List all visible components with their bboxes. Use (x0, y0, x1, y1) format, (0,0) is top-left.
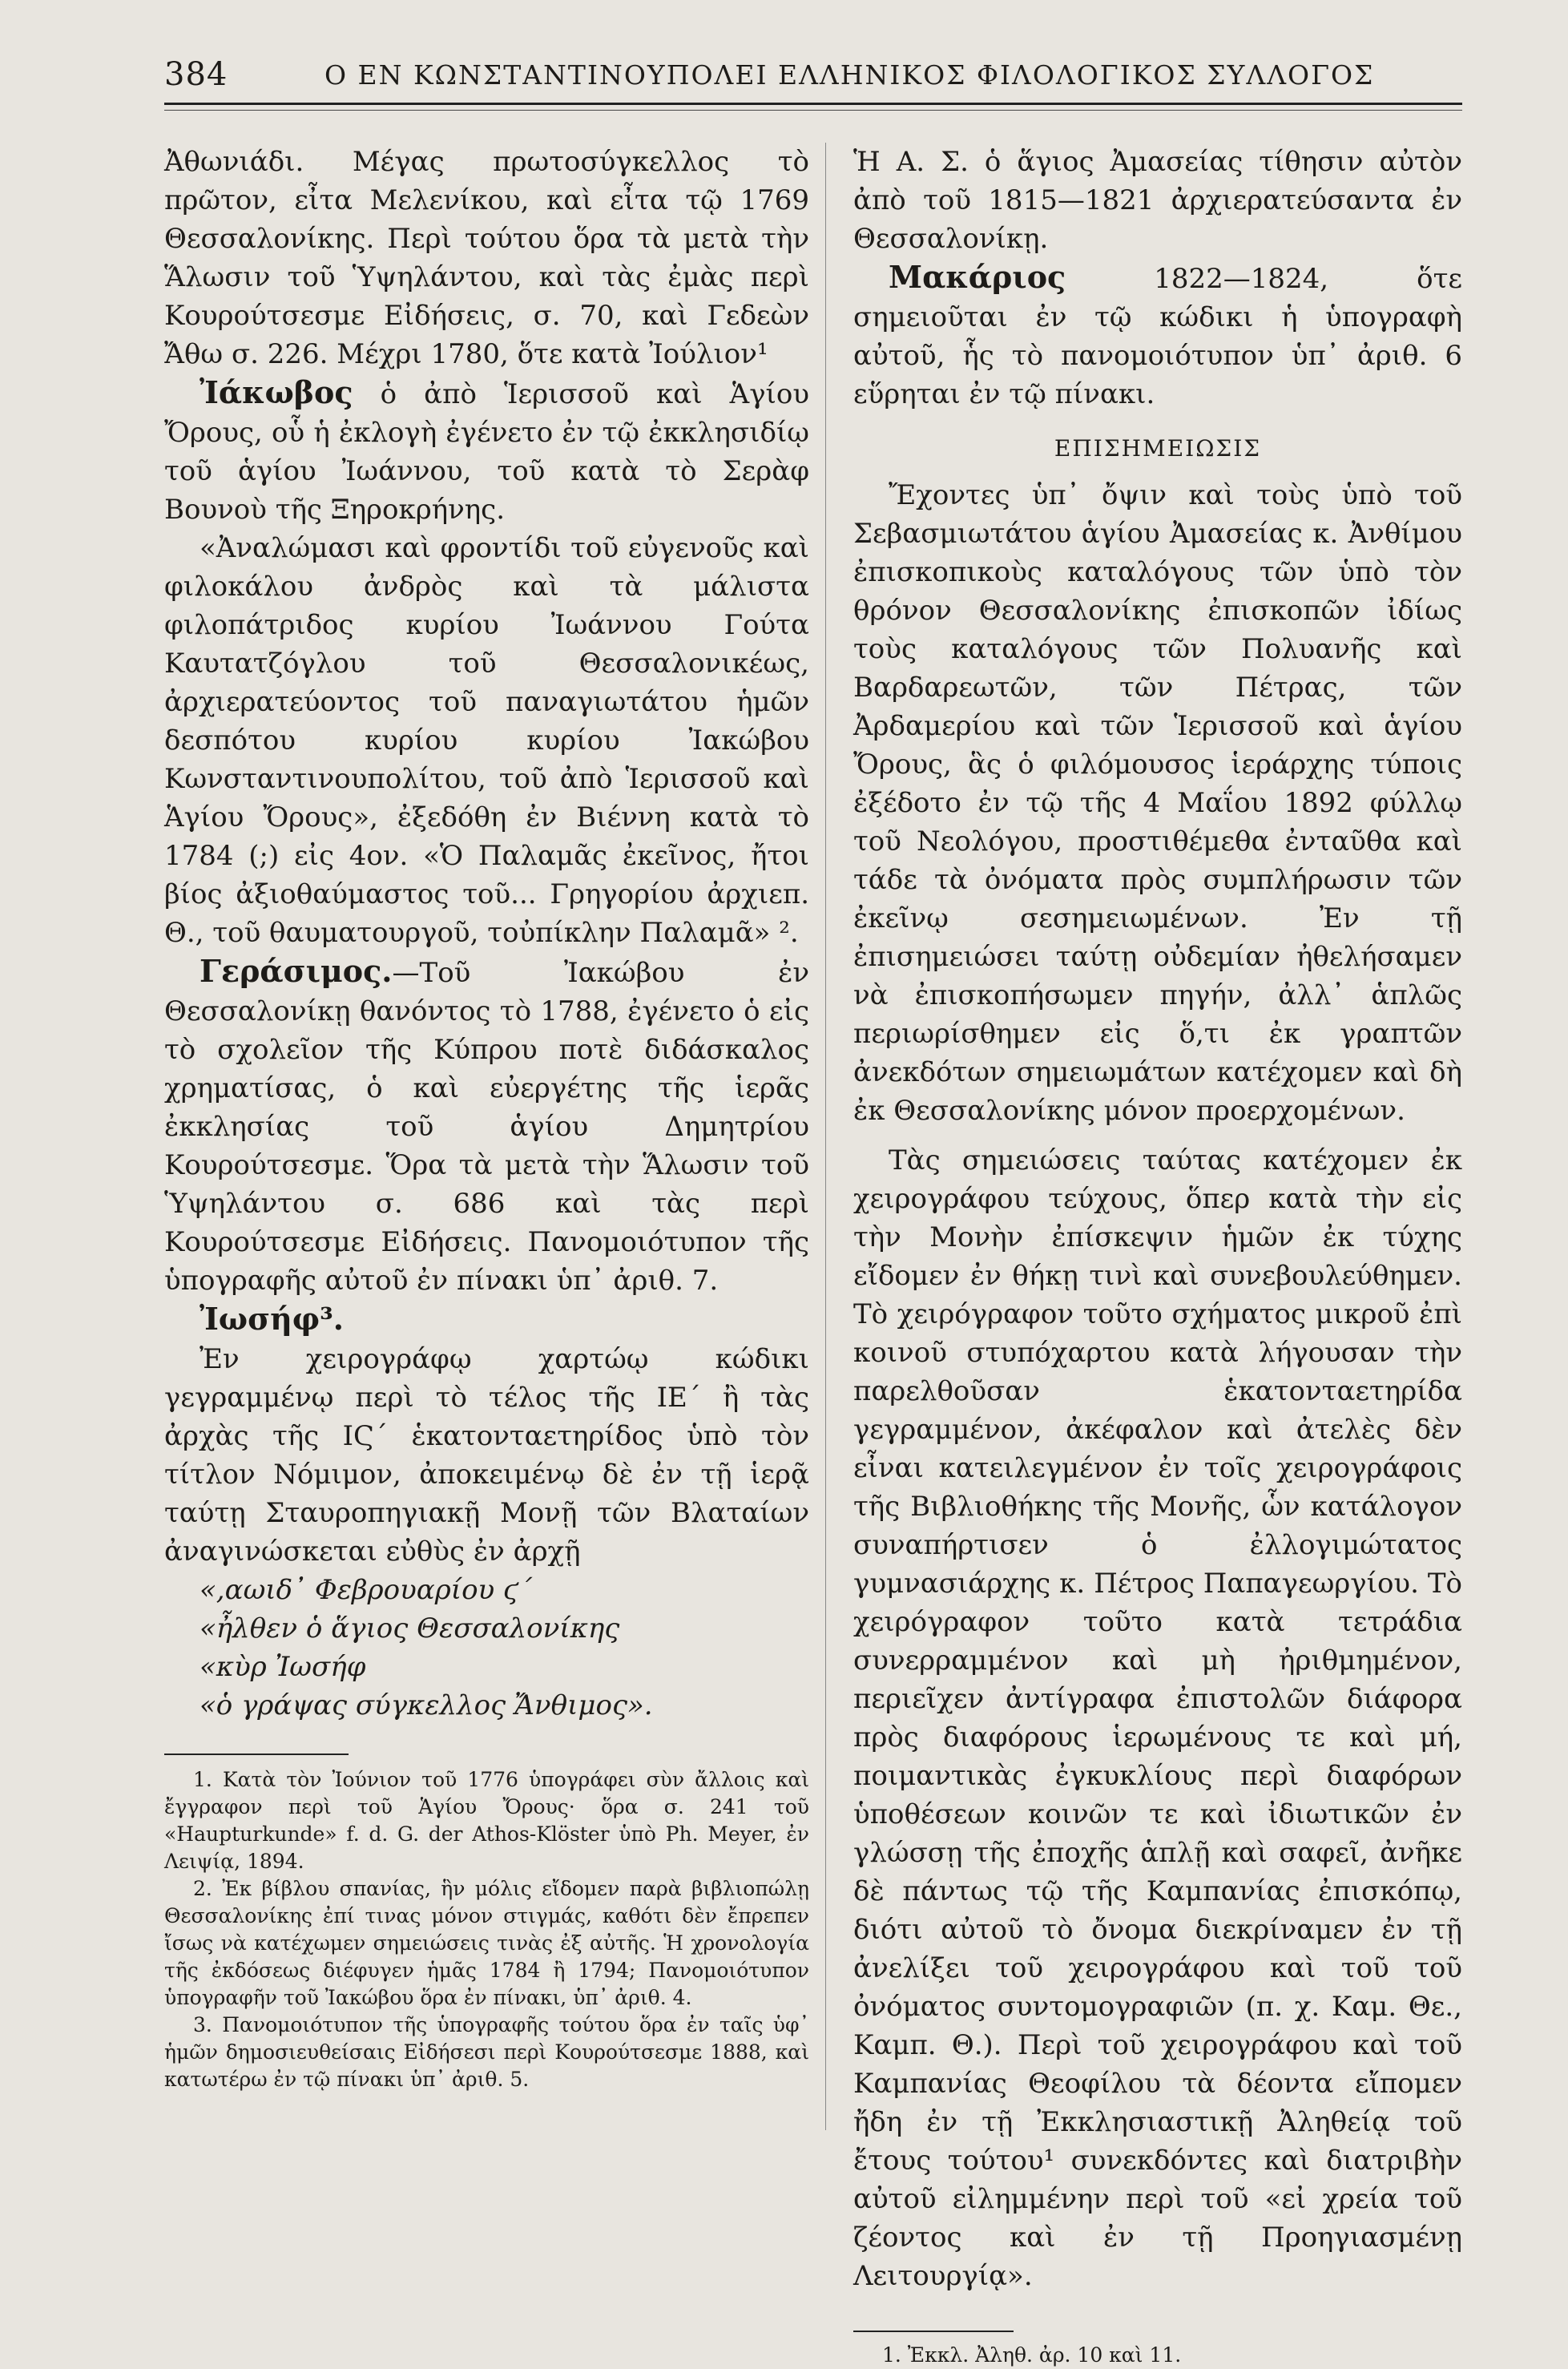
section-title: ΕΠΙΣΗΜΕΙΩΣΙΣ (1054, 435, 1262, 462)
footnote-1: 1. Κατὰ τὸν Ἰούνιον τοῦ 1776 ὑπογράφει σὺν ἄλλοις καὶ ἔγγραφον περὶ τοῦ Ἁγίου Ὄρους· ὅρα σ. 241 τοῦ «Haupturkunde» f. d. G. der Athos-Klöster ὑπὸ Ph. Meyer, ἐν Λειψίᾳ, 1894. (164, 1768, 809, 1873)
paragraph-spacer (853, 1130, 1462, 1141)
page-header (164, 50, 1462, 98)
quote-line-2: «ἦλθεν ὁ ἅγιος Θεσσαλονίκης (200, 1612, 620, 1645)
footnote-2: 2. Ἐκ βίβλου σπανίας, ἣν μόλις εἴδομεν παρὰ βιβλιοπώλῃ Θεσσαλονίκης ἐπί τινας μόνον στιγμάς, καθότι δὲν ἔπρεπεν ἴσως νὰ κατέχωμεν σημειώσεις τινὰς ἐξ αὐτῆς. Ἡ χρονολογία τῆς ἐκδόσεως διέφυγεν ἡμᾶς 1784 ἢ 1794; Πανομοιότυπον ὑπογραφῆν τοῦ Ἰακώβου ὅρα ἐν πίνακι, ὑπ᾽ ἀριθ. 4. (164, 1877, 809, 2009)
right-column (853, 143, 1462, 2369)
quote-paragraph: «Ἀναλώμασι καὶ φροντίδι τοῦ εὐγενοῦς καὶ φιλοκάλου ἀνδρὸς καὶ τὰ μάλιστα φιλοπάτριδος κυρίου Ἰωάννου Γούτα Καυτατζόγλου τοῦ Θεσσαλονικέως, ἀρχιερατεύοντος τοῦ παναγιωτάτου ἡμῶν δεσπότου κυρίου κυρίου Ἰακώβου Κωνσταντινουπολίτου, τοῦ ἀπὸ Ἱερισσοῦ καὶ Ἁγίου Ὄρους», ἐξεδόθη ἐν Βιέννη κατὰ τὸ 1784 (;) εἰς 4ον. «Ὁ Παλαμᾶς ἐκεῖνος, ἤτοι βίος ἀξιοθαύμαστος τοῦ... Γρηγορίου ἀρχιεπ. Θ., τοῦ θαυματουργοῦ, τοὐπίκλην Παλαμᾶ» ². (164, 532, 809, 949)
annotation-paragraph-2: Τὰς σημειώσεις ταύτας κατέχομεν ἐκ χειρογράφου τεύχους, ὅπερ κατὰ τὴν εἰς τὴν Μονὴν ἐπίσκεψιν ἡμῶν ἐκ τύχης εἴδομεν ἐν θήκῃ τινὶ καὶ συνεβουλεύθημεν. Τὸ χειρόγραφον τοῦτο σχήματος μικροῦ ἐπὶ κοινοῦ στυπόχαρτου κατὰ λήγουσαν τὴν παρελθοῦσαν ἑκατονταετηρίδα γεγραμμένον, ἀκέφαλον καὶ ἀτελὲς δὲν εἶναι κατειλεγμένον ἐν τοῖς χειρογράφοις τῆς Βιβλιοθήκης τῆς Μονῆς, ὧν κατάλογον συναπήρτισεν ὁ ἐλλογιμώτατος γυμνασιάρχης κ. Πέτρος Παπαγεωργίου. Τὸ χειρόγραφον τοῦτο κατὰ τετράδια συνερραμμένον καὶ μὴ ἠριθμημένον, περιεῖχεν ἀντίγραφα ἐπιστολῶν διάφορα πρὸς διαφόρους ἱερωμένους τε καὶ μή, ποιμαντικὰς ἐγκυκλίους περὶ διαφόρων ὑποθέσεων κοινῶν τε καὶ ἰδιωτικῶν ἐν γλώσσῃ τῆς ἐποχῆς ἁπλῇ καὶ σαφεῖ, ἀνῆκε δὲ πάντως τῷ τῆς Καμπανίας ἐπισκόπῳ, διότι αὐτοῦ τὸ ὄνομα διεκρίναμεν ἐν τῇ ἀνελίξει τοῦ χειρογράφου καὶ τοῦ τοῦ ὀνόματος συντομογραφιῶν (π. χ. Καμ. Θε., Καμπ. Θ.). Περὶ τοῦ χειρογράφου καὶ τοῦ Καμπανίας Θεοφίλου τὰ δέοντα εἴπομεν ἤδη ἐν τῇ Ἐκκλησιαστικῇ Ἀληθείᾳ τοῦ ἔτους τούτου¹ συνεκδόντες καὶ διατριβὴν αὐτοῦ εἰλημμένην περὶ τοῦ «εἰ χρεία τοῦ ζέοντος καὶ ἐν τῇ Προηγιασμένῃ Λειτουργίᾳ». (853, 1144, 1462, 2292)
footnote-3: 3. Πανομοιότυπον τῆς ὑπογραφῆς τούτου ὅρα ἐν ταῖς ὑφ᾽ ἡμῶν δημοσιευθείσαις Εἰδήσεσι περὶ Κουρούτσεσμε 1888, καὶ κατωτέρω ἐν τῷ πίνακι ὑπ᾽ ἀριθ. 5. (164, 2013, 809, 2091)
name-makarios: Μακάριος (889, 259, 1066, 295)
entry-gerasimos-text: —Τοῦ Ἰακώβου ἐν Θεσσαλονίκῃ θανόντος τὸ 1788, ἐγένετο ὁ εἰς τὸ σχολεῖον τῆς Κύπρου ποτὲ διδάσκαλος χρηματίσας, ὁ καὶ εὐεργέτης τῆς ἱερᾶς ἐκκλησίας τοῦ ἁγίου Δημητρίου Κουρούτσεσμε. Ὅρα τὰ μετὰ τὴν Ἅλωσιν τοῦ Ὑψηλάντου σ. 686 καὶ τὰς περὶ Κουρούτσεσμε Εἰδήσεις. Πανομοιότυπον τῆς ὑπογραφῆς αὐτοῦ ἐν πίνακι ὑπ᾽ ἀριθ. 7. (164, 957, 809, 1297)
entry-makarios (853, 258, 1462, 414)
footnote-right-1: 1. Ἐκκλ. Ἀληθ. ἀρ. 10 καὶ 11. (882, 2343, 1182, 2367)
name-gerasimos: Γεράσιμος. (200, 953, 393, 989)
entry-makarios-text: 1822—1824, ὅτε σημειοῦται ἐν τῷ κώδικι ἡ ὑπογραφὴ αὐτοῦ, ἧς τὸ πανομοιότυπον ὑπ᾽ ἀριθ. 6 εὕρηται ἐν τῷ πίνακι. (853, 263, 1462, 410)
page-number: 384 (164, 56, 228, 93)
quote-line-3: «κὺρ Ἰωσήφ (200, 1651, 366, 1683)
entry-iakovos-text: ὁ ἀπὸ Ἱερισσοῦ καὶ Ἁγίου Ὄρους, οὗ ἡ ἐκλογὴ ἐγένετο ἐν τῷ ἐκκλησιδίῳ τοῦ ἁγίου Ἰωάννου, τοῦ κατὰ τὸ Σερὰφ Βουνοὺ τῆς Ξηροκρήνης. (164, 378, 809, 526)
name-iakovos: Ἰάκωβος (200, 374, 353, 410)
entry-iosif (164, 1300, 809, 1340)
header-rule-thick (164, 103, 1462, 105)
running-title: Ο ΕΝ ΚΩΝΣΤΑΝΤΙΝΟΥΠΟΛΕΙ ΕΛΛΗΝΙΚΟΣ ΦΙΛΟΛΟΓΙΚΟΣ ΣΥΛΛΟΓΟΣ (324, 59, 1375, 91)
paragraph-athoniadi: Ἀθωνιάδι. Μέγας πρωτοσύγκελλος τὸ πρῶτον, εἶτα Μελενίκου, καὶ εἶτα τῷ 1769 Θεσσαλονίκης. Περὶ τούτου ὅρα τὰ μετὰ τὴν Ἅλωσιν τοῦ Ὑψηλάντου, καὶ τὰς ἐμὰς περὶ Κουρούτσεσμε Εἰδήσεις, σ. 70, καὶ Γεδεὼν Ἄθω σ. 226. Μέχρι 1780, ὅτε κατὰ Ἰούλιον¹ (164, 146, 809, 370)
left-column (164, 143, 809, 2093)
quote-line-1: «,αωιδ᾽ Φεβρουαρίου ϛ´ (200, 1574, 533, 1606)
quote-line-4: «ὁ γράψας σύγκελλος Ἄνθιμος». (200, 1689, 653, 1721)
entry-iakovos (164, 373, 809, 529)
footnotes-rule (164, 1754, 349, 1755)
entry-gerasimos (164, 952, 809, 1300)
manuscript-paragraph: Ἐν χειρογράφῳ χαρτώῳ κώδικι γεγραμμένῳ περὶ τὸ τέλος τῆς ΙΕ´ ἢ τὰς ἀρχὰς τῆς ΙϚ´ ἑκατονταετηρίδος ὑπὸ τὸν τίτλον Νόμιμον, ἀποκειμένῳ δὲ ἐν τῇ ἱερᾷ ταύτῃ Σταυροπηγιακῇ Μονῇ τῶν Βλαταίων ἀναγινώσκεται εὐθὺς ἐν ἀρχῇ (164, 1343, 809, 1568)
header-rule-thin (164, 110, 1462, 111)
footnotes-rule-right (853, 2331, 1014, 2332)
column-divider (825, 143, 826, 2130)
annotation-paragraph-1: Ἔχοντες ὑπ᾽ ὄψιν καὶ τοὺς ὑπὸ τοῦ Σεβασμιωτάτου ἁγίου Ἀμασείας κ. Ἀνθίμου ἐπισκοπικοὺς καταλόγους τῶν ὑπὸ τὸν θρόνον Θεσσαλονίκης ἐπισκοπῶν ἰδίως τοὺς καταλόγους τῶν Πολυανῆς καὶ Βαρδαρεωτῶν, τῶν Πέτρας, τῶν Ἀρδαμερίου καὶ τῶν Ἱερισσοῦ καὶ ἁγίου Ὄρους, ἃς ὁ φιλόμουσος ἱεράρχης τύποις ἐξέδοτο ἐν τῷ τῆς 4 Μαΐου 1892 φύλλῳ τοῦ Νεολόγου, προστιθέμεθα ἐνταῦθα καὶ τάδε τὰ ὀνόματα πρὸς συμπλήρωσιν τῶν ἐκεῖνῳ σεσημειωμένων. Ἐν τῇ ἐπισημειώσει ταύτῃ οὐδεμίαν ἠθελήσαμεν νὰ ἐπισκοπήσωμεν πηγήν, ἀλλ᾽ ἁπλῶς περιωρίσθημεν εἰς ὅ,τι ἐκ γραπτῶν ἀνεκδότων σημειωμάτων κατέχομεν καὶ δὴ ἐκ Θεσσαλονίκης μόνον προερχομένων. (853, 479, 1462, 1127)
paragraph-amaseias: Ἡ Α. Σ. ὁ ἅγιος Ἀμασείας τίθησιν αὐτὸν ἀπὸ τοῦ 1815—1821 ἀρχιερατεύσαντα ἐν Θεσσαλονίκῃ. (853, 146, 1462, 255)
name-iosif: Ἰωσήφ³. (200, 1301, 344, 1337)
